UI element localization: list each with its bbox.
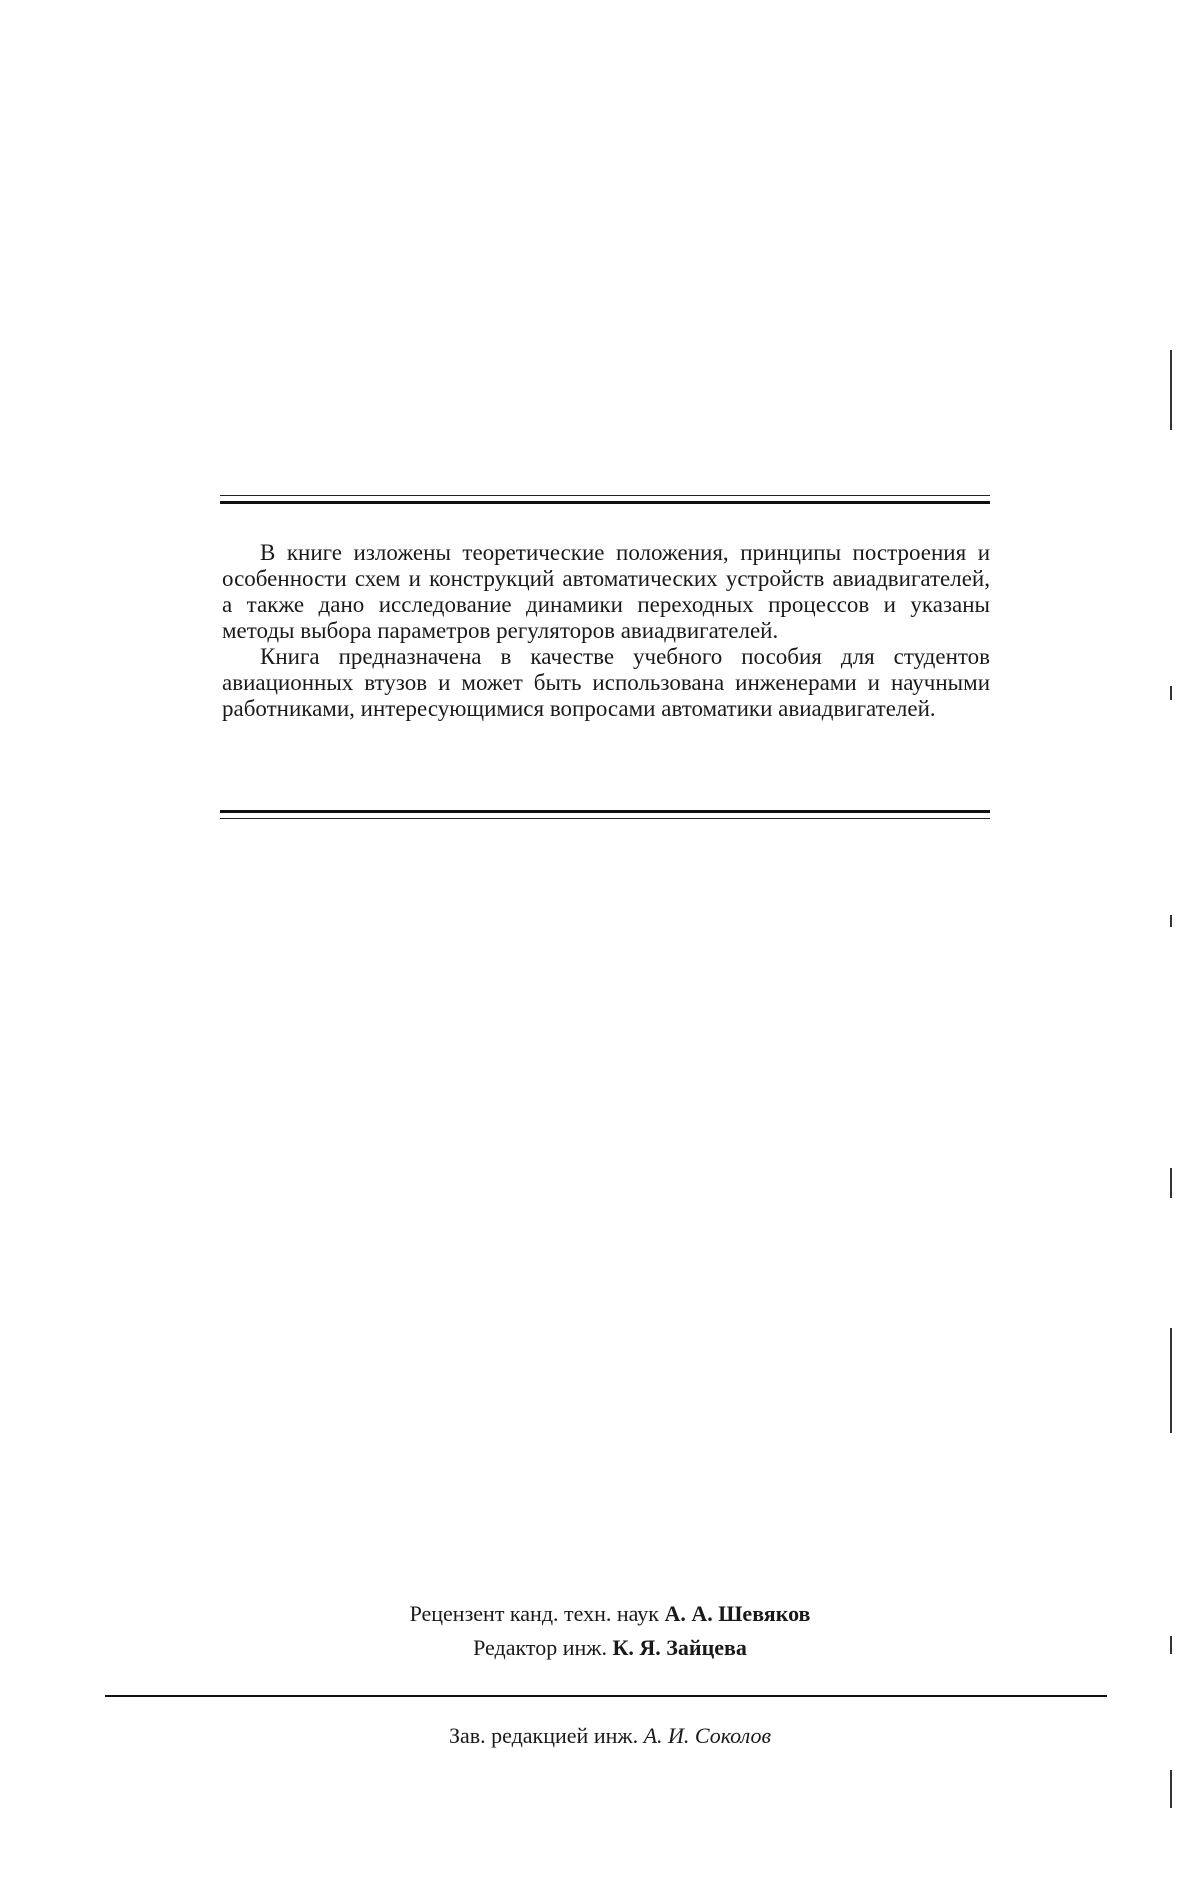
scan-mark bbox=[1170, 1328, 1172, 1433]
scan-mark bbox=[1170, 1168, 1172, 1198]
abstract-block bbox=[222, 540, 990, 722]
scan-mark bbox=[1170, 686, 1172, 700]
scan-mark bbox=[1170, 350, 1172, 430]
abstract-bottom-rule bbox=[220, 810, 990, 819]
abstract-paragraph: В книге изложены теоретические положения, принципы построения и особенности схем и конструкций автоматических устройств авиадвигателей, а также дано исследование динамики переходных процессов и указаны методы выбора параметров регуляторов авиадвигателей. bbox=[222, 540, 990, 643]
reviewer-line bbox=[220, 1597, 1000, 1631]
credits-divider bbox=[105, 1695, 1107, 1697]
editor-role: Редактор инж. bbox=[473, 1635, 607, 1660]
abstract-top-rule bbox=[220, 495, 990, 504]
editor-line bbox=[220, 1631, 1000, 1665]
abstract-paragraph: Книга предназначена в качестве учебного пособия для студентов авиационных втузов и может быть использована инженерами и научными работниками, интересующимися вопросами автоматики авиадвигателей. bbox=[222, 644, 990, 721]
managing-editor-role: Зав. редакцией инж. bbox=[448, 1723, 639, 1748]
managing-editor-name: А. И. Соколов bbox=[643, 1723, 772, 1748]
scan-mark bbox=[1170, 1636, 1172, 1654]
reviewer-role: Рецензент канд. техн. наук bbox=[409, 1601, 659, 1626]
managing-editor-line bbox=[220, 1721, 1000, 1751]
credits-block bbox=[220, 1597, 1000, 1665]
scan-mark bbox=[1170, 1770, 1172, 1808]
reviewer-name: А. А. Шевяков bbox=[664, 1601, 811, 1626]
scan-mark bbox=[1170, 915, 1172, 927]
editor-name: К. Я. Зайцева bbox=[612, 1635, 747, 1660]
